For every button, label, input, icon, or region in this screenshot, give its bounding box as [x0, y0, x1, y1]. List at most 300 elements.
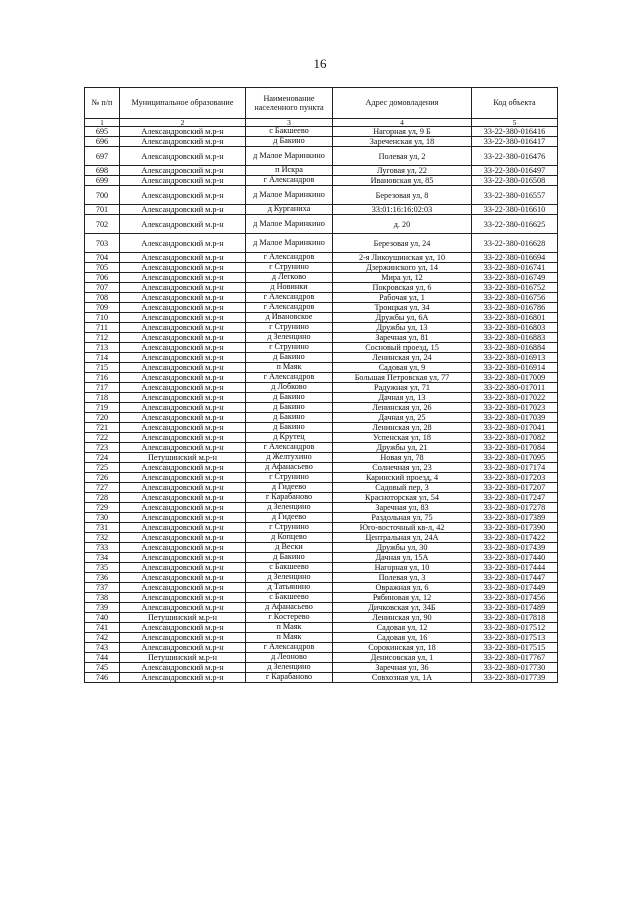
- table-row: [85, 253, 558, 263]
- row-number: 742: [85, 633, 120, 643]
- table-row: [85, 453, 558, 463]
- address-cell: Красноторская ул, 54: [333, 493, 472, 503]
- table-row: [85, 323, 558, 333]
- locality-cell: д Курганиха: [246, 205, 333, 215]
- row-number: 699: [85, 176, 120, 186]
- municipality-cell: Александровский м.р-н: [120, 234, 246, 253]
- row-number: 714: [85, 353, 120, 363]
- object-code-cell: 33-22-380-017447: [472, 573, 558, 583]
- locality-cell: п Маяк: [246, 623, 333, 633]
- row-number: 703: [85, 234, 120, 253]
- row-number: 729: [85, 503, 120, 513]
- object-code-cell: 33-22-380-017739: [472, 673, 558, 683]
- address-cell: Большая Петровская ул, 77: [333, 373, 472, 383]
- row-number: 715: [85, 363, 120, 373]
- locality-cell: г Александров: [246, 293, 333, 303]
- locality-cell: г Костерево: [246, 613, 333, 623]
- row-number: 734: [85, 553, 120, 563]
- municipality-cell: Александровский м.р-н: [120, 263, 246, 273]
- object-code-cell: 33-22-380-016749: [472, 273, 558, 283]
- municipality-cell: Александровский м.р-н: [120, 313, 246, 323]
- row-number: 724: [85, 453, 120, 463]
- object-code-cell: 33-22-380-016801: [472, 313, 558, 323]
- table-row: [85, 234, 558, 253]
- header-number: № п/п: [85, 88, 120, 119]
- address-cell: Дичковская ул, 34Б: [333, 603, 472, 613]
- locality-cell: д Бакино: [246, 393, 333, 403]
- column-number: 5: [472, 119, 558, 127]
- table-row: [85, 473, 558, 483]
- row-number: 719: [85, 403, 120, 413]
- object-code-cell: 33-22-380-016476: [472, 147, 558, 166]
- address-cell: Березовая ул, 8: [333, 186, 472, 205]
- locality-cell: д Гидеево: [246, 513, 333, 523]
- locality-cell: г Струнино: [246, 323, 333, 333]
- object-code-cell: 33-22-380-016884: [472, 343, 558, 353]
- locality-cell: с Бакшеево: [246, 593, 333, 603]
- object-code-cell: 33-22-380-016416: [472, 127, 558, 137]
- row-number: 713: [85, 343, 120, 353]
- address-cell: Овражная ул, 6: [333, 583, 472, 593]
- table-row: [85, 373, 558, 383]
- table-row: [85, 653, 558, 663]
- table-row: [85, 443, 558, 453]
- row-number: 743: [85, 643, 120, 653]
- column-number: 3: [246, 119, 333, 127]
- locality-cell: г Александров: [246, 643, 333, 653]
- row-number: 697: [85, 147, 120, 166]
- row-number: 727: [85, 483, 120, 493]
- row-number: 746: [85, 673, 120, 683]
- table-row: [85, 166, 558, 176]
- address-cell: Зареченская ул, 18: [333, 137, 472, 147]
- locality-cell: д Бакино: [246, 413, 333, 423]
- municipality-cell: Александровский м.р-н: [120, 253, 246, 263]
- row-number: 737: [85, 583, 120, 593]
- municipality-cell: Александровский м.р-н: [120, 137, 246, 147]
- object-code-cell: 33-22-380-017095: [472, 453, 558, 463]
- object-code-cell: 33-22-380-016417: [472, 137, 558, 147]
- row-number: 709: [85, 303, 120, 313]
- locality-cell: г Струнино: [246, 473, 333, 483]
- table-row: [85, 593, 558, 603]
- table-body: [85, 127, 558, 683]
- address-cell: Нагорная ул, 9 Б: [333, 127, 472, 137]
- municipality-cell: Александровский м.р-н: [120, 633, 246, 643]
- address-cell: Радужная ул, 71: [333, 383, 472, 393]
- table-row: [85, 263, 558, 273]
- object-code-cell: 33-22-380-016610: [472, 205, 558, 215]
- municipality-cell: Александровский м.р-н: [120, 147, 246, 166]
- locality-cell: д Бакино: [246, 403, 333, 413]
- object-code-cell: 33-22-380-017247: [472, 493, 558, 503]
- locality-cell: г Струнино: [246, 523, 333, 533]
- address-cell: Юго-восточный кв-л, 42: [333, 523, 472, 533]
- object-code-cell: 33-22-380-017009: [472, 373, 558, 383]
- object-code-cell: 33-22-380-017489: [472, 603, 558, 613]
- address-cell: Рябиновая ул, 12: [333, 593, 472, 603]
- address-cell: Нагорная ул, 10: [333, 563, 472, 573]
- table-row: [85, 273, 558, 283]
- municipality-cell: Александровский м.р-н: [120, 623, 246, 633]
- row-number: 735: [85, 563, 120, 573]
- municipality-cell: Александровский м.р-н: [120, 353, 246, 363]
- address-cell: Ленинская ул, 90: [333, 613, 472, 623]
- table-row: [85, 503, 558, 513]
- municipality-cell: Александровский м.р-н: [120, 363, 246, 373]
- locality-cell: с Бакшеево: [246, 563, 333, 573]
- locality-cell: д Ивановское: [246, 313, 333, 323]
- object-code-cell: 33-22-380-017456: [472, 593, 558, 603]
- municipality-cell: Александровский м.р-н: [120, 573, 246, 583]
- column-number: 1: [85, 119, 120, 127]
- municipality-cell: Александровский м.р-н: [120, 513, 246, 523]
- address-cell: Сосновый проезд, 15: [333, 343, 472, 353]
- address-cell: Успенская ул, 18: [333, 433, 472, 443]
- row-number: 708: [85, 293, 120, 303]
- municipality-cell: Петушинский м.р-н: [120, 453, 246, 463]
- table-row: [85, 423, 558, 433]
- municipality-cell: Александровский м.р-н: [120, 483, 246, 493]
- municipality-cell: Александровский м.р-н: [120, 563, 246, 573]
- object-code-cell: 33-22-380-017818: [472, 613, 558, 623]
- address-cell: Дачная ул, 15А: [333, 553, 472, 563]
- row-number: 701: [85, 205, 120, 215]
- table-row: [85, 403, 558, 413]
- address-cell: Полевая ул, 2: [333, 147, 472, 166]
- table-row: [85, 543, 558, 553]
- row-number: 721: [85, 423, 120, 433]
- table-row: [85, 413, 558, 423]
- address-cell: Совхозная ул, 1А: [333, 673, 472, 683]
- row-number: 740: [85, 613, 120, 623]
- row-number: 717: [85, 383, 120, 393]
- object-code-cell: 33-22-380-016557: [472, 186, 558, 205]
- table-row: [85, 283, 558, 293]
- address-cell: Троицкая ул, 34: [333, 303, 472, 313]
- row-number: 733: [85, 543, 120, 553]
- object-code-cell: 33-22-380-017512: [472, 623, 558, 633]
- municipality-cell: Александровский м.р-н: [120, 523, 246, 533]
- row-number: 695: [85, 127, 120, 137]
- object-code-cell: 33-22-380-016694: [472, 253, 558, 263]
- address-cell: Дачная ул, 13: [333, 393, 472, 403]
- address-cell: Садовая ул, 9: [333, 363, 472, 373]
- municipality-cell: Александровский м.р-н: [120, 303, 246, 313]
- locality-cell: д Крутец: [246, 433, 333, 443]
- address-cell: Садовая ул, 12: [333, 623, 472, 633]
- municipality-cell: Александровский м.р-н: [120, 205, 246, 215]
- address-cell: Садовая ул, 16: [333, 633, 472, 643]
- locality-cell: д Малое Маринкино: [246, 186, 333, 205]
- table-header-row: [85, 88, 558, 119]
- table-row: [85, 523, 558, 533]
- row-number: 706: [85, 273, 120, 283]
- municipality-cell: Александровский м.р-н: [120, 273, 246, 283]
- table-row: [85, 643, 558, 653]
- row-number: 731: [85, 523, 120, 533]
- municipality-cell: Александровский м.р-н: [120, 493, 246, 503]
- object-code-cell: 33-22-380-017440: [472, 553, 558, 563]
- municipality-cell: Александровский м.р-н: [120, 403, 246, 413]
- table-row: [85, 383, 558, 393]
- municipality-cell: Александровский м.р-н: [120, 373, 246, 383]
- locality-cell: д Новинки: [246, 283, 333, 293]
- row-number: 711: [85, 323, 120, 333]
- object-code-cell: 33-22-380-016752: [472, 283, 558, 293]
- table-row: [85, 483, 558, 493]
- locality-cell: г Александров: [246, 303, 333, 313]
- row-number: 720: [85, 413, 120, 423]
- object-code-cell: 33-22-380-017422: [472, 533, 558, 543]
- table-row: [85, 613, 558, 623]
- object-code-cell: 33-22-380-016508: [472, 176, 558, 186]
- locality-cell: д Малое Маринкино: [246, 147, 333, 166]
- table-row: [85, 303, 558, 313]
- locality-cell: г Александров: [246, 176, 333, 186]
- municipality-cell: Петушинский м.р-н: [120, 653, 246, 663]
- address-cell: Дружбы ул, 30: [333, 543, 472, 553]
- row-number: 700: [85, 186, 120, 205]
- table-row: [85, 673, 558, 683]
- table-row: [85, 633, 558, 643]
- object-code-cell: 33-22-380-017022: [472, 393, 558, 403]
- table-row: [85, 583, 558, 593]
- row-number: 702: [85, 215, 120, 234]
- row-number: 718: [85, 393, 120, 403]
- table-row: [85, 513, 558, 523]
- municipality-cell: Александровский м.р-н: [120, 323, 246, 333]
- row-number: 723: [85, 443, 120, 453]
- locality-cell: г Александров: [246, 253, 333, 263]
- municipality-cell: Александровский м.р-н: [120, 473, 246, 483]
- row-number: 698: [85, 166, 120, 176]
- locality-cell: г Александров: [246, 373, 333, 383]
- address-cell: Дружбы ул, 6А: [333, 313, 472, 323]
- table-row: [85, 363, 558, 373]
- locality-cell: д Желтухино: [246, 453, 333, 463]
- object-code-cell: 33-22-380-016756: [472, 293, 558, 303]
- address-cell: Мира ул, 12: [333, 273, 472, 283]
- table-row: [85, 343, 558, 353]
- locality-cell: п Маяк: [246, 363, 333, 373]
- column-number: 2: [120, 119, 246, 127]
- row-number: 704: [85, 253, 120, 263]
- address-cell: Заречная ул, 81: [333, 333, 472, 343]
- locality-cell: д Зеленцино: [246, 663, 333, 673]
- table-row: [85, 553, 558, 563]
- table-row: [85, 623, 558, 633]
- municipality-cell: Александровский м.р-н: [120, 583, 246, 593]
- object-code-cell: 33-22-380-016628: [472, 234, 558, 253]
- municipality-cell: Александровский м.р-н: [120, 673, 246, 683]
- address-cell: Полевая ул, 3: [333, 573, 472, 583]
- object-code-cell: 33-22-380-017389: [472, 513, 558, 523]
- locality-cell: д Бакино: [246, 423, 333, 433]
- locality-cell: д Зеленцино: [246, 333, 333, 343]
- row-number: 710: [85, 313, 120, 323]
- registry-table: [84, 87, 558, 683]
- municipality-cell: Александровский м.р-н: [120, 383, 246, 393]
- locality-cell: г Струнино: [246, 343, 333, 353]
- municipality-cell: Александровский м.р-н: [120, 433, 246, 443]
- object-code-cell: 33-22-380-016741: [472, 263, 558, 273]
- municipality-cell: Александровский м.р-н: [120, 443, 246, 453]
- municipality-cell: Александровский м.р-н: [120, 176, 246, 186]
- table-row: [85, 573, 558, 583]
- locality-cell: п Маяк: [246, 633, 333, 643]
- object-code-cell: 33-22-380-017730: [472, 663, 558, 673]
- object-code-cell: 33-22-380-017082: [472, 433, 558, 443]
- table-row: [85, 186, 558, 205]
- table-row: [85, 663, 558, 673]
- address-cell: Дзержинского ул, 14: [333, 263, 472, 273]
- municipality-cell: Александровский м.р-н: [120, 603, 246, 613]
- locality-cell: д Леоново: [246, 653, 333, 663]
- locality-cell: д Афанасьево: [246, 603, 333, 613]
- address-cell: Покровская ул, 6: [333, 283, 472, 293]
- column-number: 4: [333, 119, 472, 127]
- locality-cell: с Бакшеево: [246, 127, 333, 137]
- row-number: 716: [85, 373, 120, 383]
- locality-cell: г Карабаново: [246, 493, 333, 503]
- object-code-cell: 33-22-380-017041: [472, 423, 558, 433]
- object-code-cell: 33-22-380-017039: [472, 413, 558, 423]
- locality-cell: д Татьянино: [246, 583, 333, 593]
- object-code-cell: 33-22-380-017278: [472, 503, 558, 513]
- municipality-cell: Александровский м.р-н: [120, 166, 246, 176]
- address-cell: Березовая ул, 24: [333, 234, 472, 253]
- object-code-cell: 33-22-380-017023: [472, 403, 558, 413]
- municipality-cell: Александровский м.р-н: [120, 186, 246, 205]
- object-code-cell: 33-22-380-017174: [472, 463, 558, 473]
- object-code-cell: 33-22-380-017207: [472, 483, 558, 493]
- municipality-cell: Александровский м.р-н: [120, 393, 246, 403]
- header-municipality: Муниципальное образование: [120, 88, 246, 119]
- column-numbering-row: [85, 119, 558, 127]
- header-object-code: Код объекта: [472, 88, 558, 119]
- municipality-cell: Александровский м.р-н: [120, 503, 246, 513]
- table-row: [85, 353, 558, 363]
- address-cell: Садовый пер, 3: [333, 483, 472, 493]
- object-code-cell: 33-22-380-016913: [472, 353, 558, 363]
- municipality-cell: Александровский м.р-н: [120, 543, 246, 553]
- municipality-cell: Александровский м.р-н: [120, 333, 246, 343]
- locality-cell: д Афанасьево: [246, 463, 333, 473]
- address-cell: Денисовская ул, 1: [333, 653, 472, 663]
- address-cell: Ленинская ул, 26: [333, 403, 472, 413]
- object-code-cell: 33-22-380-017444: [472, 563, 558, 573]
- table-row: [85, 293, 558, 303]
- row-number: 725: [85, 463, 120, 473]
- table-row: [85, 215, 558, 234]
- table-row: [85, 127, 558, 137]
- address-cell: Сорокинская ул, 18: [333, 643, 472, 653]
- municipality-cell: Александровский м.р-н: [120, 553, 246, 563]
- municipality-cell: Александровский м.р-н: [120, 593, 246, 603]
- row-number: 726: [85, 473, 120, 483]
- header-address: Адрес домовладения: [333, 88, 472, 119]
- table-row: [85, 147, 558, 166]
- municipality-cell: Александровский м.р-н: [120, 343, 246, 353]
- municipality-cell: Александровский м.р-н: [120, 293, 246, 303]
- address-cell: Заречная ул, 83: [333, 503, 472, 513]
- locality-cell: д Бакино: [246, 353, 333, 363]
- table-row: [85, 533, 558, 543]
- locality-cell: д Копцево: [246, 533, 333, 543]
- row-number: 696: [85, 137, 120, 147]
- object-code-cell: 33-22-380-017011: [472, 383, 558, 393]
- locality-cell: г Александров: [246, 443, 333, 453]
- address-cell: Ленинская ул, 24: [333, 353, 472, 363]
- row-number: 728: [85, 493, 120, 503]
- address-cell: д. 20: [333, 215, 472, 234]
- object-code-cell: 33-22-380-017203: [472, 473, 558, 483]
- row-number: 736: [85, 573, 120, 583]
- table-row: [85, 333, 558, 343]
- row-number: 732: [85, 533, 120, 543]
- row-number: 722: [85, 433, 120, 443]
- locality-cell: г Карабаново: [246, 673, 333, 683]
- object-code-cell: 33-22-380-017513: [472, 633, 558, 643]
- address-cell: Дружбы ул, 13: [333, 323, 472, 333]
- locality-cell: д Зеленцино: [246, 573, 333, 583]
- row-number: 738: [85, 593, 120, 603]
- object-code-cell: 33-22-380-017515: [472, 643, 558, 653]
- object-code-cell: 33-22-380-017767: [472, 653, 558, 663]
- municipality-cell: Александровский м.р-н: [120, 463, 246, 473]
- locality-cell: д Бакино: [246, 137, 333, 147]
- address-cell: Заречная ул, 36: [333, 663, 472, 673]
- object-code-cell: 33-22-380-016883: [472, 333, 558, 343]
- municipality-cell: Петушинский м.р-н: [120, 613, 246, 623]
- object-code-cell: 33-22-380-017390: [472, 523, 558, 533]
- municipality-cell: Александровский м.р-н: [120, 215, 246, 234]
- address-cell: Солнечная ул, 23: [333, 463, 472, 473]
- table-row: [85, 463, 558, 473]
- address-cell: 33:01:16:16:02:03: [333, 205, 472, 215]
- locality-cell: д Зеленцино: [246, 503, 333, 513]
- locality-cell: п Искра: [246, 166, 333, 176]
- object-code-cell: 33-22-380-017439: [472, 543, 558, 553]
- table-row: [85, 393, 558, 403]
- object-code-cell: 33-22-380-016625: [472, 215, 558, 234]
- municipality-cell: Александровский м.р-н: [120, 423, 246, 433]
- address-cell: Дружбы ул, 21: [333, 443, 472, 453]
- row-number: 730: [85, 513, 120, 523]
- header-locality: Наименование населенного пункта: [246, 88, 333, 119]
- municipality-cell: Александровский м.р-н: [120, 413, 246, 423]
- address-cell: Новая ул, 78: [333, 453, 472, 463]
- table-row: [85, 205, 558, 215]
- address-cell: Каринский проезд, 4: [333, 473, 472, 483]
- locality-cell: д Малое Маринкино: [246, 215, 333, 234]
- address-cell: Центральная ул, 24А: [333, 533, 472, 543]
- address-cell: 2-я Ликоушинская ул, 10: [333, 253, 472, 263]
- object-code-cell: 33-22-380-016803: [472, 323, 558, 333]
- object-code-cell: 33-22-380-016914: [472, 363, 558, 373]
- object-code-cell: 33-22-380-017449: [472, 583, 558, 593]
- municipality-cell: Александровский м.р-н: [120, 663, 246, 673]
- page-number: 16: [313, 56, 327, 71]
- table-row: [85, 137, 558, 147]
- table-row: [85, 563, 558, 573]
- row-number: 745: [85, 663, 120, 673]
- address-cell: Рабочая ул, 1: [333, 293, 472, 303]
- table-row: [85, 176, 558, 186]
- locality-cell: д Гидеево: [246, 483, 333, 493]
- object-code-cell: 33-22-380-016786: [472, 303, 558, 313]
